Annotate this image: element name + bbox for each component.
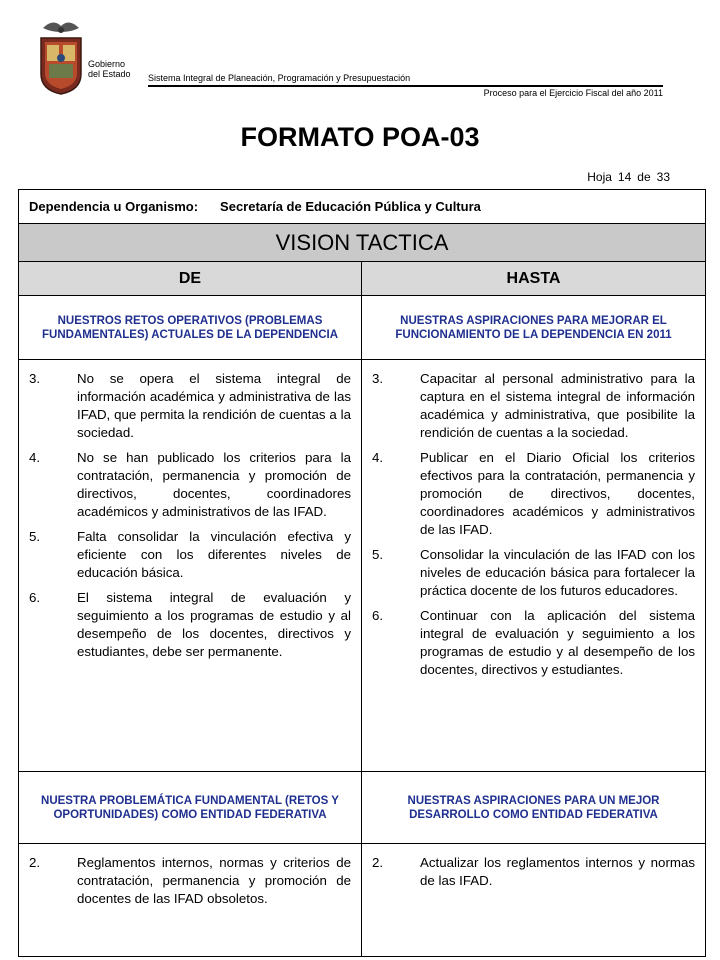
government-label: Gobierno del Estado [88, 59, 131, 79]
list-item: 3. No se opera el sistema integral de información académica y administrativa de las IFAD, que permita la rendición de cuentas a la sociedad. [29, 371, 351, 440]
list-item: 3. Capacitar al personal administrativo para la captura en el sistema integral de información académica y administrativa, que posibilite la rendición de cuentas a la sociedad. [372, 371, 695, 440]
block2-headings [19, 772, 705, 844]
block2-right-list [362, 844, 705, 956]
process-label: Proceso para el Ejercicio Fiscal del año 2011 [483, 88, 663, 98]
dependency-value: Secretaría de Educación Pública y Cultura [220, 199, 481, 214]
block2-left-list [19, 844, 362, 956]
list-item: 4. No se han publicado los criterios para la contratación, permanencia y promoción de directivos, docentes, coordinadores académicos y administrativos de las IFAD. [29, 450, 351, 519]
page-title: FORMATO POA-03 [240, 122, 480, 152]
list-item: 5. Falta consolidar la vinculación efectiva y eficiente con los diferentes niveles de educación básica. [29, 529, 351, 580]
col-header-de: DE [19, 262, 362, 295]
header-divider [148, 85, 663, 87]
state-seal-icon [37, 18, 85, 96]
dependency-row [19, 190, 705, 224]
list-item: 2. Actualizar los reglamentos internos y normas de las IFAD. [372, 855, 695, 888]
block2-items [19, 844, 705, 956]
list-item: 5. Consolidar la vinculación de las IFAD con los niveles de educación básica para fortalecer la práctica docente de los futuros educadores. [372, 547, 695, 598]
dependency-label: Dependencia u Organismo: [29, 199, 199, 214]
system-name: Sistema Integral de Planeación, Programación y Presupuestación [148, 73, 411, 83]
list-item: 6. El sistema integral de evaluación y seguimiento a los programas de estudio y al desempeño de los docentes, directivos y estudiantes, debe ser permanente. [29, 590, 351, 659]
block2-right-heading: NUESTRAS ASPIRACIONES PARA UN MEJOR DESARROLLO COMO ENTIDAD FEDERATIVA [407, 794, 660, 821]
list-item: 2. Reglamentos internos, normas y criterios de contratación, permanencia y promoción de docentes de las IFAD obsoletos. [29, 855, 351, 906]
block1-right-heading: NUESTRAS ASPIRACIONES PARA MEJORAR EL FUNCIONAMIENTO DE LA DEPENDENCIA EN 2011 [395, 314, 672, 341]
sheet-counter: Hoja 14 de 33 [587, 170, 670, 184]
block1-headings [19, 296, 705, 360]
block2-left-heading: NUESTRA PROBLEMÁTICA FUNDAMENTAL (RETOS Y OPORTUNIDADES) COMO ENTIDAD FEDERATIVA [19, 772, 362, 843]
list-item: 4. Publicar en el Diario Oficial los criterios efectivos para la contratación, permanencia y promoción de directivos, docentes, coordinadores académicos y administrativos de las IFAD. [372, 450, 695, 537]
section-title: VISION TACTICA [19, 224, 705, 262]
block1-right-list [362, 360, 705, 771]
list-item: 6. Continuar con la aplicación del sistema integral de evaluación y seguimiento a los programas de estudio y al desempeño de los docentes, directivos y estudiantes. [372, 608, 695, 677]
poa-form-table [18, 189, 706, 957]
column-headers [19, 262, 705, 296]
block1-items [19, 360, 705, 772]
block1-left-heading: NUESTROS RETOS OPERATIVOS (PROBLEMAS FUNDAMENTALES) ACTUALES DE LA DEPENDENCIA [19, 296, 362, 359]
block1-left-list [19, 360, 362, 771]
col-header-hasta: HASTA [506, 269, 561, 287]
